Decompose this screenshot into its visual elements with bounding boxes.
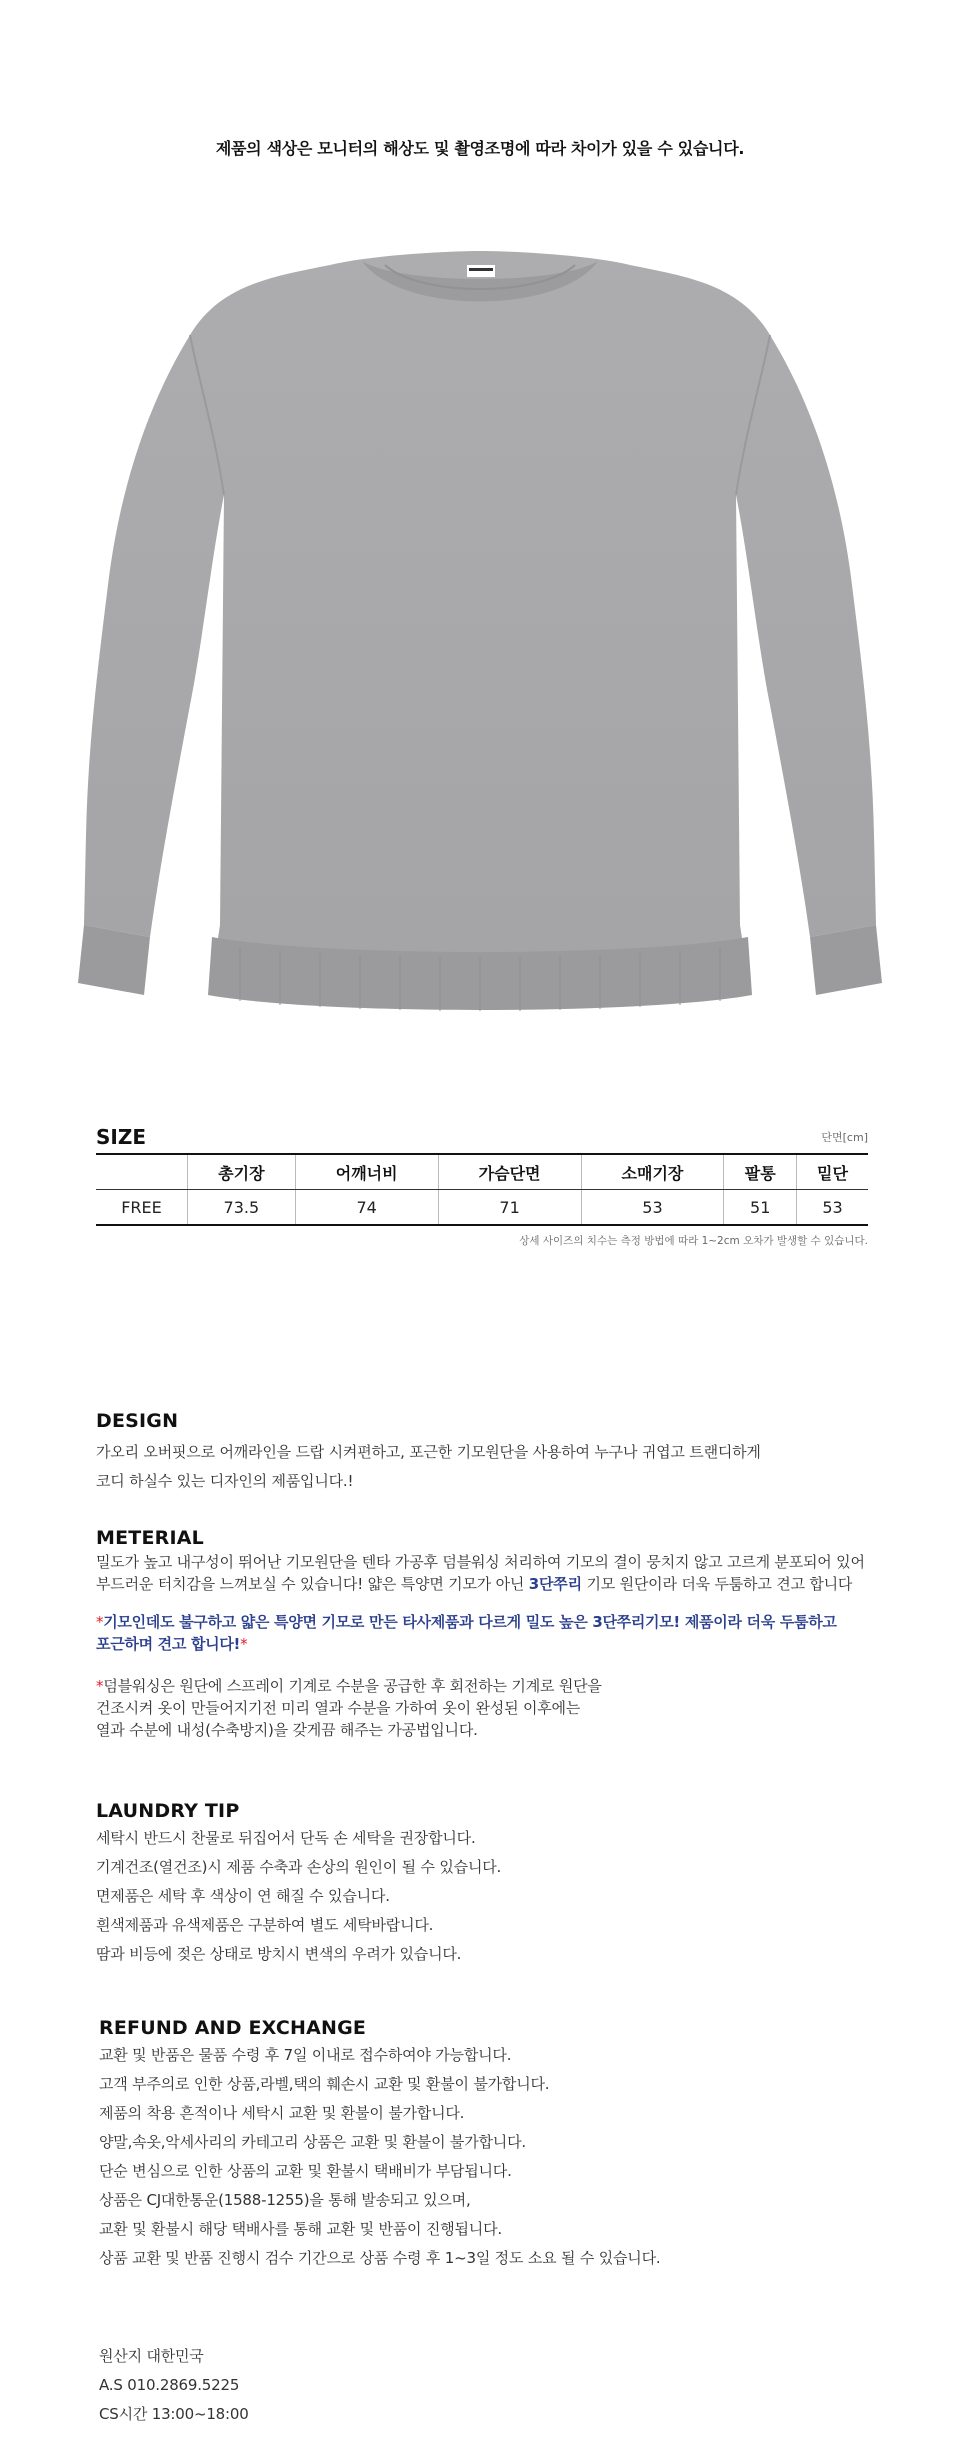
refund-line: 상품은 CJ대한통운(1588-1255)을 통해 발송되고 있으며, [99, 2191, 471, 2209]
size-title: SIZE [96, 1125, 147, 1149]
emphasis-text-2: 포근하며 견고 합니다! [96, 1635, 241, 1653]
design-line: 코디 하실수 있는 디자인의 제품입니다.! [96, 1472, 354, 1490]
col-shoulder-width: 어깨너비 [295, 1154, 438, 1190]
material-emphasis-line-1 [96, 1611, 936, 1633]
size-value: 53 [797, 1190, 869, 1226]
row-label: FREE [121, 1197, 162, 1217]
laundry-section [96, 1800, 936, 1969]
size-note: 상세 사이즈의 치수는 측정 방법에 따라 1~2cm 오차가 발생할 수 있습니다. [519, 1235, 868, 1247]
refund-line: 상품 교환 및 반품 진행시 검수 기간으로 상품 수령 후 1~3일 정도 소요 될 수 있습니다. [99, 2249, 661, 2267]
material-line-2-start: 부드러운 터치감을 느껴보실 수 있습니다! 얇은 특양면 기모가 아닌 [96, 1575, 529, 1593]
size-table-header-row [96, 1154, 868, 1190]
material-title: METERIAL [96, 1527, 204, 1549]
refund-section [99, 2017, 939, 2273]
laundry-line: 세탁시 반드시 찬물로 뒤집어서 단독 손 세탁을 권장합니다. [96, 1829, 476, 1847]
design-line: 가오리 오버핏으로 어깨라인을 드랍 시켜편하고, 포근한 기모원단을 사용하여 누구나 귀엽고 트랜디하게 [96, 1443, 761, 1461]
sweatshirt-product-image [40, 225, 920, 1075]
col-chest-width: 가슴단면 [438, 1154, 581, 1190]
contact-info [99, 2342, 939, 2429]
material-line-1: 밀도가 높고 내구성이 뛰어난 기모원단을 텐타 가공후 덤블워싱 처리하여 기모의 결이 뭉치지 않고 고르게 분포되어 있어 [96, 1553, 865, 1571]
size-table [96, 1153, 868, 1226]
size-value: 71 [438, 1190, 581, 1226]
as-phone-text: A.S 010.2869.5225 [99, 2376, 240, 2394]
color-disclaimer: 제품의 색상은 모니터의 해상도 및 촬영조명에 따라 차이가 있을 수 있습니다. [215, 139, 745, 158]
col-arm-width: 팔통 [724, 1154, 797, 1190]
size-value: 53 [581, 1190, 724, 1226]
size-value: 73.5 [188, 1190, 296, 1226]
col-hem-width: 밑단 [797, 1154, 869, 1190]
refund-line: 단순 변심으로 인한 상품의 교환 및 환불시 택배비가 부담됩니다. [99, 2162, 512, 2180]
cs-hours-text: CS시간 13:00~18:00 [99, 2405, 249, 2423]
size-table-corner [96, 1154, 188, 1190]
design-title: DESIGN [96, 1410, 179, 1432]
origin-text: 원산지 대한민국 [99, 2347, 204, 2365]
laundry-title: LAUNDRY TIP [96, 1800, 240, 1822]
material-section [96, 1527, 936, 1741]
col-sleeve-length: 소매기장 [581, 1154, 724, 1190]
design-section [96, 1410, 936, 1496]
table-row [96, 1190, 868, 1226]
refund-line: 교환 및 환불시 해당 택배사를 통해 교환 및 반품이 진행됩니다. [99, 2220, 502, 2238]
material-emphasis-line-2 [96, 1633, 936, 1655]
size-header [96, 1123, 868, 1151]
refund-line: 교환 및 반품은 물품 수령 후 7일 이내로 접수하여야 가능합니다. [99, 2046, 512, 2064]
refund-line: 고객 부주의로 인한 상품,라벨,택의 훼손시 교환 및 환불이 불가합니다. [99, 2075, 550, 2093]
laundry-line: 땀과 비등에 젖은 상태로 방치시 변색의 우려가 있습니다. [96, 1945, 462, 1963]
emphasis-star: * [96, 1613, 104, 1631]
size-value: 51 [724, 1190, 797, 1226]
laundry-line: 면제품은 세탁 후 색상이 연 해질 수 있습니다. [96, 1887, 390, 1905]
size-unit: 단면[cm] [821, 1131, 868, 1144]
tumble-line-3: 열과 수분에 내성(수축방지)을 갖게끔 해주는 가공법입니다. [96, 1721, 478, 1739]
refund-line: 양말,속옷,악세사리의 카테고리 상품은 교환 및 환불이 불가합니다. [99, 2133, 526, 2151]
tumble-star: * [96, 1677, 104, 1695]
col-total-length: 총기장 [188, 1154, 296, 1190]
laundry-line: 흰색제품과 유색제품은 구분하여 별도 세탁바랍니다. [96, 1916, 434, 1934]
refund-title: REFUND AND EXCHANGE [99, 2017, 367, 2039]
tumble-line-1 [96, 1675, 936, 1697]
material-highlight: 3단쭈리 [528, 1575, 582, 1593]
material-line-2 [96, 1573, 936, 1595]
size-value: 74 [295, 1190, 438, 1226]
emphasis-text-1: 기모인데도 불구하고 얇은 특양면 기모로 만든 타사제품과 다르게 밀도 높은 3단쭈리기모! 제품이라 더욱 두툼하고 [103, 1613, 837, 1631]
material-line-2-end: 기모 원단이라 더욱 두툼하고 견고 합니다 [581, 1575, 853, 1593]
emphasis-star-end: * [240, 1635, 248, 1653]
tumble-line-2: 건조시켜 옷이 만들어지기전 미리 열과 수분을 가하여 옷이 완성된 이후에는 [96, 1699, 581, 1717]
laundry-line: 기계건조(열건조)시 제품 수축과 손상의 원인이 될 수 있습니다. [96, 1858, 502, 1876]
refund-line: 제품의 착용 흔적이나 세탁시 교환 및 환불이 불가합니다. [99, 2104, 465, 2122]
tumble-text-1: 덤블워싱은 원단에 스프레이 기계로 수분을 공급한 후 회전하는 기계로 원단을 [103, 1677, 602, 1695]
